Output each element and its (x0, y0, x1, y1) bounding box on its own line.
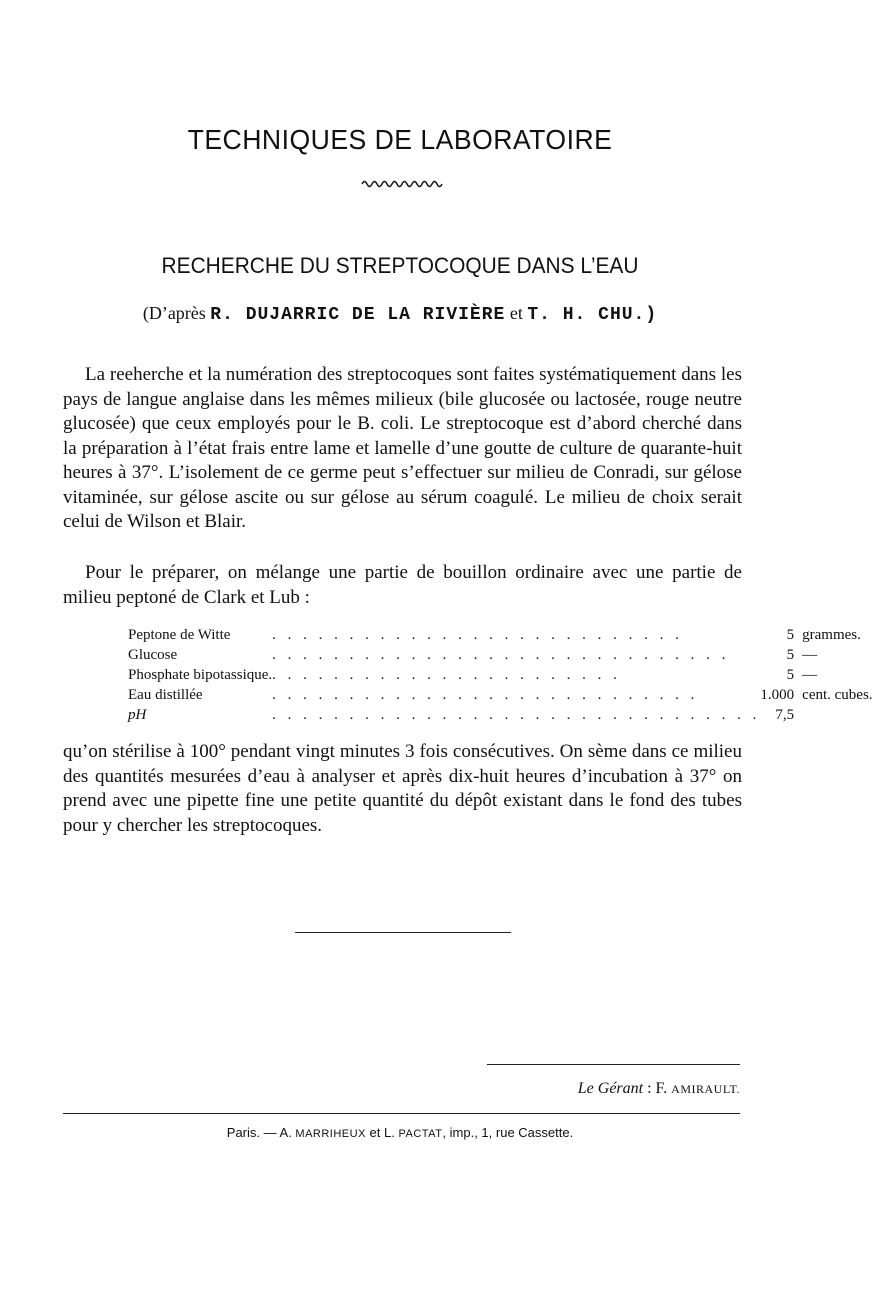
paragraph-2: Pour le préparer, on mélange une partie de bouillon ordinaire avec une partie de milieu peptoné de Clark et Lub : (63, 562, 742, 608)
recipe-row (128, 625, 873, 645)
byline-prefix: (D’après (142, 303, 206, 323)
ornament-squiggle (362, 178, 444, 188)
imprint-address: , imp., 1, rue Cassette. (442, 1125, 574, 1140)
gerant-line (400, 1080, 740, 1098)
article-title: RECHERCHE DU STREPTOCOQUE DANS L’EAU (161, 253, 639, 278)
recipe-unit: — (802, 647, 818, 663)
printer-imprint (0, 1125, 800, 1140)
recipe-quantity: 5 (786, 667, 795, 683)
author-1: R. DUJARRIC DE LA RIVIÈRE (210, 305, 506, 325)
recipe-unit: cent. cubes. (802, 687, 873, 703)
recipe-ingredient: Glucose (128, 647, 178, 663)
leader-dots: . . . . . . . . . . . . . . . . . . . . . . . . . . . (272, 627, 683, 643)
leader-dots: . . . . . . . . . . . . . . . . . . . . . . . (272, 667, 621, 683)
recipe-ingredient: Peptone de Witte (128, 627, 231, 643)
recipe-row (128, 665, 873, 685)
recipe-ingredient: Phosphate bipotassique. (128, 667, 273, 683)
paragraph-3: qu’on stérilise à 100° pendant vingt minutes 3 fois consécutives. On sème dans ce milieu des quantités mesurées d’eau à analyser et après dix-huit heures d’incubation à 37° on prend avec une pipette fine une petite quantité du dépôt existant dans le fond des tubes pour y chercher les streptocoques. (63, 741, 742, 836)
footer-rule (63, 1113, 740, 1114)
byline (0, 303, 800, 325)
paragraph-1: La reeherche et la numération des streptocoques sont faites systématiquement dans les pays de langue anglaise dans les mêmes milieux (bile glucosée ou lactosée, rouge neutre glucosée) que ceux employés pour le B. coli. Le streptocoque est d’abord cherché dans la préparation à l’état frais entre lame et lamelle d’une goutte de culture de quarante-huit heures à 37°. L’isolement de ce germe peut s’effectuer sur milieu de Conradi, sur gélose vitaminée, sur gélose ascite ou sur gélose au sérum coagulé. Le milieu de choix serait celui de Wilson et Blair. (63, 364, 742, 532)
recipe-table (128, 625, 873, 725)
recipe-unit (802, 705, 872, 725)
gerant-name: AMIRAULT. (671, 1082, 740, 1096)
recipe-quantity: 1.000 (760, 687, 795, 703)
recipe-row (128, 705, 873, 725)
recipe-unit: — (802, 667, 818, 683)
byline-conjunction: et (509, 303, 523, 323)
recipe-row (128, 685, 873, 705)
journal-section-title: TECHNIQUES DE LABORATOIRE (187, 124, 613, 155)
signature-rule (487, 1064, 740, 1065)
recipe-row (128, 645, 873, 665)
author-2: T. H. CHU.) (527, 305, 658, 325)
imprint-printer-1: MARRIHEUX (295, 1128, 366, 1140)
recipe-ingredient: pH (128, 707, 147, 723)
imprint-city: Paris. — A. (226, 1125, 296, 1140)
leader-dots: . . . . . . . . . . . . . . . . . . . . . . . . . . . . . . . . (272, 707, 761, 723)
recipe-quantity: 5 (786, 647, 795, 663)
section-divider (295, 932, 511, 933)
gerant-separator: : F. (643, 1080, 672, 1097)
leader-dots: . . . . . . . . . . . . . . . . . . . . . . . . . . . . . . (272, 647, 730, 663)
recipe-unit: grammes. (802, 627, 861, 643)
recipe-quantity: 5 (786, 627, 795, 643)
imprint-and: et L. (365, 1125, 399, 1140)
leader-dots: . . . . . . . . . . . . . . . . . . . . . . . . . . . . (272, 687, 699, 703)
imprint-printer-2: PACTAT (398, 1128, 443, 1140)
gerant-label: Le Gérant (577, 1080, 644, 1097)
recipe-ingredient: Eau distillée (128, 687, 203, 703)
recipe-quantity: 7,5 (775, 707, 795, 723)
